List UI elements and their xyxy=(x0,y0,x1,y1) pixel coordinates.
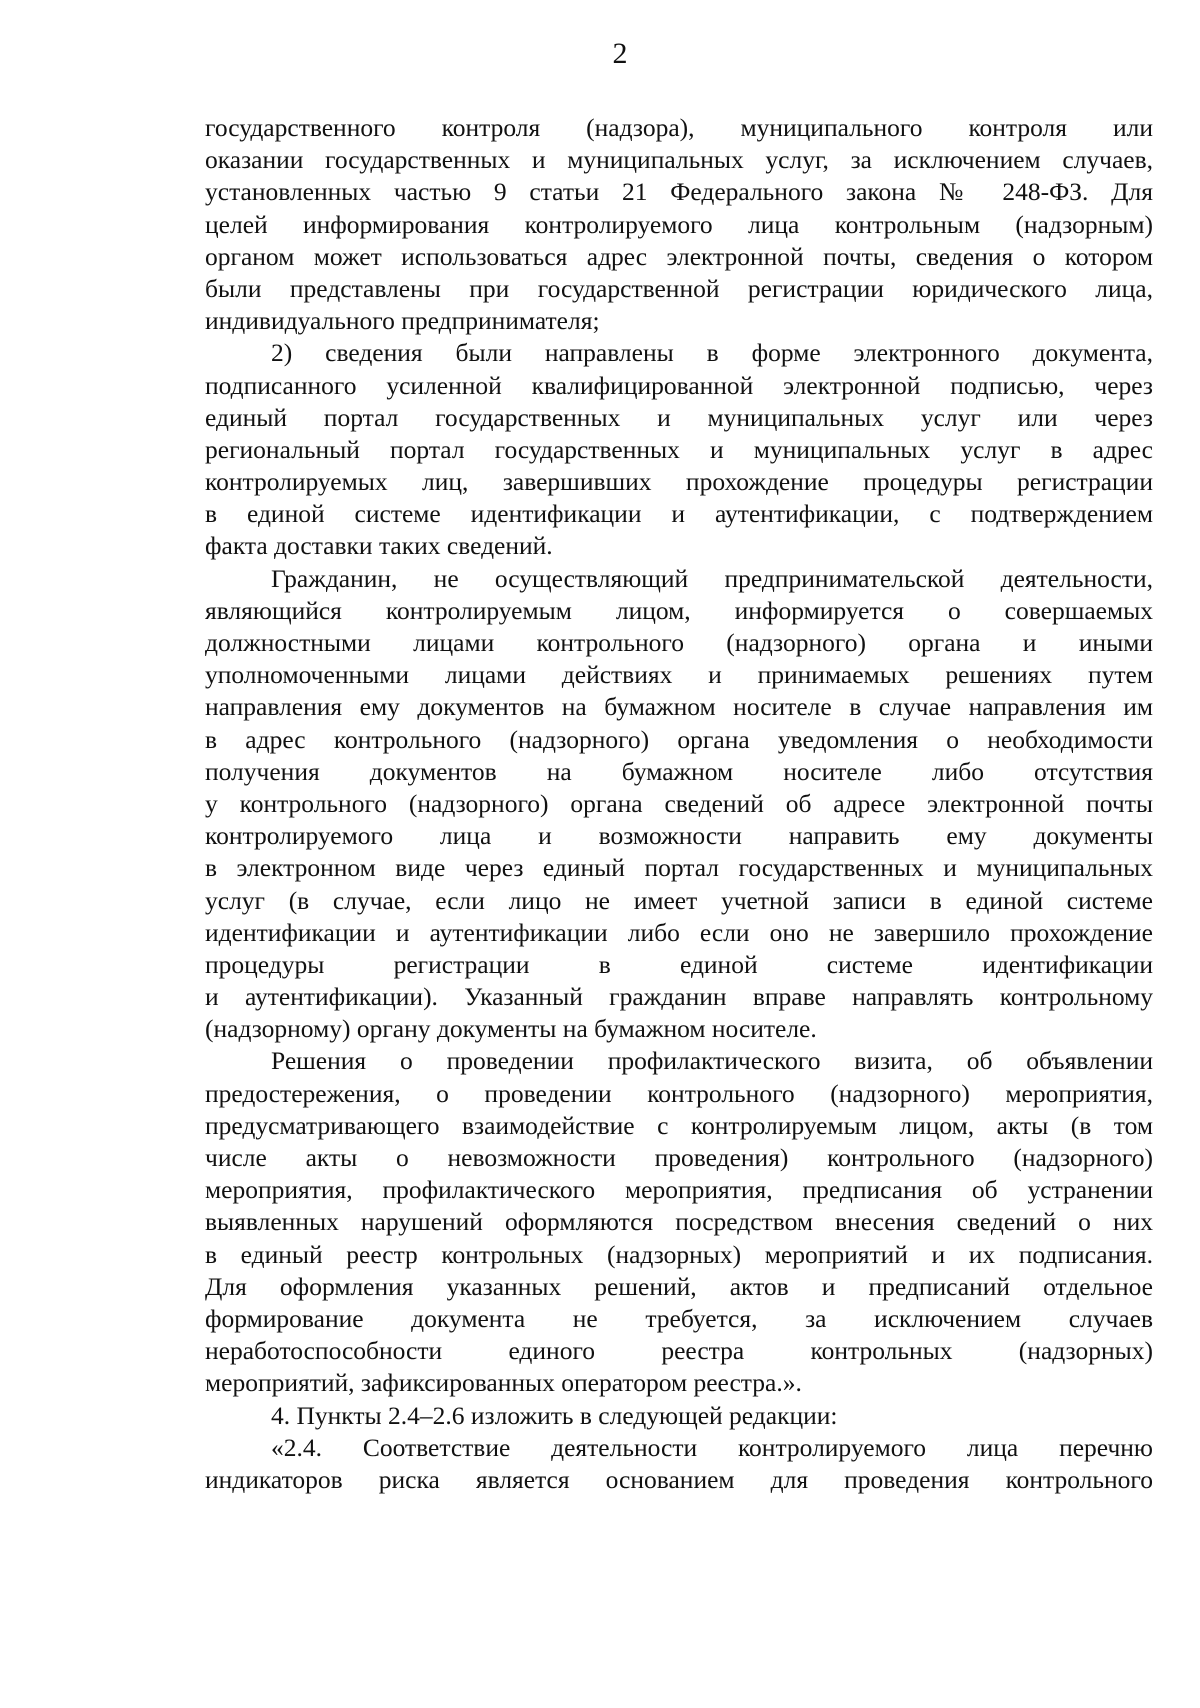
text-line: целей информирования контролируемого лица контрольным (надзорным) xyxy=(205,209,1153,239)
text-line: направления ему документов на бумажном носителе в случае направления им xyxy=(205,692,1153,722)
text-line: выявленных нарушений оформляются посредством внесения сведений о них xyxy=(205,1207,1153,1237)
text-line: индивидуального предпринимателя; xyxy=(205,306,600,336)
text-line: уполномоченными лицами действиях и принимаемых решениях путем xyxy=(205,660,1153,690)
text-line: индикаторов риска является основанием для проведения контрольного xyxy=(205,1464,1153,1494)
text-line: услуг (в случае, если лицо не имеет учетной записи в единой системе xyxy=(205,885,1153,915)
text-line: предусматривающего взаимодействие с контролируемым лицом, акты (в том xyxy=(205,1110,1153,1140)
text-line: в адрес контрольного (надзорного) органа уведомления о необходимости xyxy=(205,724,1153,754)
text-line: оказании государственных и муниципальных услуг, за исключением случаев, xyxy=(205,145,1153,175)
text-line: в единой системе идентификации и аутентификации, с подтверждением xyxy=(205,499,1153,529)
document-body xyxy=(205,112,1153,1496)
text-line: являющийся контролируемым лицом, информируется о совершаемых xyxy=(205,595,1153,625)
text-line: органом может использоваться адрес электронной почты, сведения о котором xyxy=(205,241,1153,271)
text-line: факта доставки таких сведений. xyxy=(205,531,553,561)
text-line: предостережения, о проведении контрольного (надзорного) мероприятия, xyxy=(205,1078,1153,1108)
text-line: были представлены при государственной регистрации юридического лица, xyxy=(205,273,1153,303)
text-line: региональный портал государственных и муниципальных услуг в адрес xyxy=(205,434,1153,464)
text-line: мероприятия, профилактического мероприятия, предписания об устранении xyxy=(205,1175,1153,1205)
text-line: Решения о проведении профилактического визита, об объявлении xyxy=(271,1046,1153,1076)
text-line: и аутентификации). Указанный гражданин вправе направлять контрольному xyxy=(205,982,1153,1012)
text-line: Для оформления указанных решений, актов и предписаний отдельное xyxy=(205,1271,1153,1301)
page-number: 2 xyxy=(612,37,628,70)
text-line: 2) сведения были направлены в форме электронного документа, xyxy=(271,338,1153,368)
text-line: единый портал государственных и муниципальных услуг или через xyxy=(205,402,1153,432)
text-line: в электронном виде через единый портал государственных и муниципальных xyxy=(205,853,1153,883)
text-line: подписанного усиленной квалифицированной электронной подписью, через xyxy=(205,370,1153,400)
text-line: формирование документа не требуется, за исключением случаев xyxy=(205,1303,1153,1333)
text-line: (надзорному) органу документы на бумажном носителе. xyxy=(205,1014,817,1044)
text-line: числе акты о невозможности проведения) контрольного (надзорного) xyxy=(205,1143,1153,1172)
text-line: у контрольного (надзорного) органа сведений об адресе электронной почты xyxy=(205,788,1153,818)
text-line: государственного контроля (надзора), муниципального контроля или xyxy=(205,113,1153,142)
text-line: мероприятий, зафиксированных оператором реестра.». xyxy=(205,1368,802,1398)
text-line: идентификации и аутентификации либо если оно не завершило прохождение xyxy=(205,917,1153,947)
text-line: установленных частью 9 статьи 21 Федерального закона № 248-ФЗ. Для xyxy=(205,177,1153,207)
text-line: неработоспособности единого реестра контрольных (надзорных) xyxy=(205,1336,1153,1366)
text-line: процедуры регистрации в единой системе идентификации xyxy=(205,949,1153,979)
text-line: 4. Пункты 2.4–2.6 изложить в следующей редакции: xyxy=(271,1400,838,1430)
text-line: контролируемых лиц, завершивших прохождение процедуры регистрации xyxy=(205,467,1153,497)
text-line: «2.4. Соответствие деятельности контролируемого лица перечню xyxy=(271,1432,1153,1462)
text-line: контролируемого лица и возможности направить ему документы xyxy=(205,821,1153,851)
text-line: в единый реестр контрольных (надзорных) мероприятий и их подписания. xyxy=(205,1239,1153,1269)
text-line: получения документов на бумажном носителе либо отсутствия xyxy=(205,756,1153,786)
text-line: должностными лицами контрольного (надзорного) органа и иными xyxy=(205,628,1153,657)
text-line: Гражданин, не осуществляющий предпринимательской деятельности, xyxy=(271,563,1153,593)
